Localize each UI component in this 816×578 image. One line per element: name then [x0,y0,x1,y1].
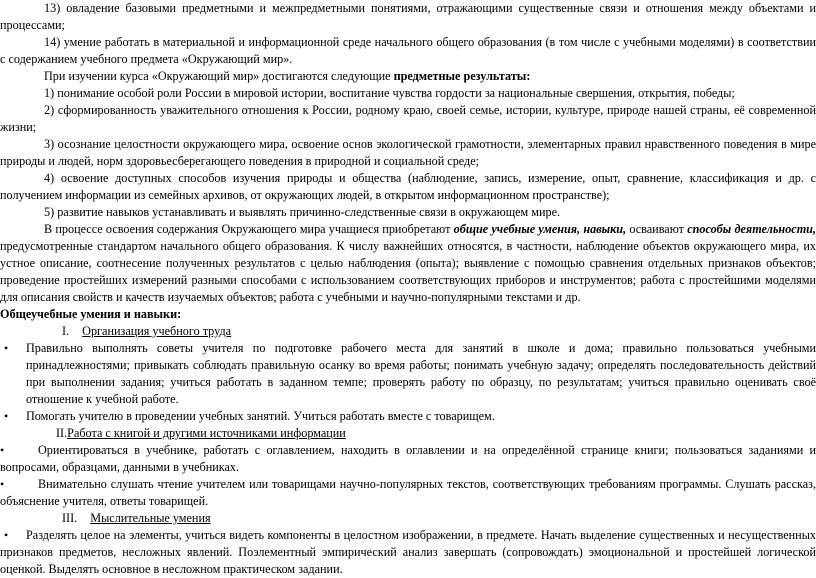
text-line: 13) овладение базовыми предметными и межпредметными понятиями, отражающими существенные связи и отношения между объектами и [44,1,816,15]
subsection-heading [62,510,816,527]
section-heading: Общеучебные умения и навыки: [0,307,182,321]
bullet-icon: • [4,528,9,542]
subsection-title: Мыслительные умения [90,511,211,525]
subsection-title: Работа с книгой и другими источниками информации [67,426,346,440]
text-line: жизни; [0,120,37,134]
roman-numeral: I. [62,324,70,338]
text-line: при выполнении задания; учиться работать в заданном темпе; проверять работу по образцу, по результатам; учиться правильно оценивать своё [26,375,816,389]
bullet-icon: • [4,341,9,355]
text-line: 1) понимание особой роли России в мировой истории, воспитание чувства гордости за национальные свершения, открытия, победы; [44,86,735,100]
text-line: 14) умение работать в материальной и информационной среде начального общего образования (в том числе с учебными моделями) в соответствии [44,35,816,49]
subsection-heading [62,323,816,340]
text-line: 5) развитие навыков устанавливать и выявлять причинно-следственные связи в окружающем мире. [44,205,561,219]
text-line: Ориентироваться в учебнике, работать с оглавлением, находить в оглавлении и на определённой странице книги; пользоваться заданиями и [38,443,816,457]
bullet-icon: • [0,477,5,491]
bullet-icon: • [0,443,5,457]
text-line: вопросами, образцами, данными в учебниках. [0,460,240,474]
text-line: 3) осознание целостности окружающего мира, освоение основ экологической грамотности, элементарных правил нравственного поведения в мире [44,137,816,151]
subsection-title: Организация учебного труда [82,324,232,338]
text-line [0,221,816,238]
roman-numeral: II. [56,426,68,440]
text-line: устное описание, соотнесение полученных результатов с целью наблюдения (опыта); выявление с помощью сравнения отдельных признаков объектов; [0,256,816,270]
text-line: предусмотренные стандартом начального общего образования. К числу важнейших относятся, в частности, наблюдение объектов окружающего мира, их [0,239,816,253]
bold-italic-term: общие учебные умения, навыки, [453,222,627,236]
text-line: процессами; [0,18,65,32]
roman-numeral: III. [62,511,78,525]
text-span: В процессе освоения содержания Окружающего мира учащиеся приобретают [44,222,454,236]
text-line: Разделять целое на элементы, учиться видеть компоненты в целостном изображении, в предмете. Начать выделение существенных и несущественных [26,528,816,542]
bullet-icon: • [4,409,9,423]
text-line: признаков предметов, несложных явлений. Поэлементный эмпирический анализ завершать (сопровождать) эмоциональной и простейшей логической [0,545,816,559]
text-line: Правильно выполнять советы учителя по подготовке рабочего места для занятий в школе и дома; правильно пользоваться учебными [26,341,816,355]
bold-term: предметные результаты: [393,69,531,83]
text-line: оценкой. Выделять основное в несложном практическом задании. [0,562,343,576]
subsection-heading [56,425,816,442]
text-line: природы и людей, норм здоровьесберегающего поведения в природной и социальной среде; [0,154,480,168]
text-span: осваивают [626,222,688,236]
text-line: 2) сформированность уважительного отношения к России, родному краю, своей семье, истории, культуре, природе нашей страны, её современной [44,103,816,117]
text-line: для описания свойств и качеств изучаемых объектов; работа с учебными и научно-популярными текстами и др. [0,290,581,304]
text-line: принадлежностями; привыкать соблюдать правильную осанку во время работы; понимать учебную задачу; определять последовательность действий [26,358,816,372]
text-line: с содержанием учебного предмета «Окружающий мир». [0,52,293,66]
text-line: объяснение учителя, ответы товарищей. [0,494,209,508]
text-line: получением информации из семейных архивов, от окружающих людей, в открытом информационном пространстве); [0,188,610,202]
text-line: 4) освоение доступных способов изучения природы и общества (наблюдение, запись, измерение, опыт, сравнение, классификация и др. с [44,171,816,185]
text-line [44,68,816,85]
text-line: отношение к учебной работе. [26,392,179,406]
text-line: Помогать учителю в проведении учебных занятий. Учиться работать вместе с товарищем. [26,409,495,423]
bold-italic-term: способы деятельности, [687,222,816,236]
text-line: проведение простейших измерений разными способами с использованием соответствующих приборов и инструментов; работа с простейшими моделями [0,273,816,287]
text-line: Внимательно слушать чтение учителем или товарищами научно-популярных текстов, соответствующих требованиям программы. Слушать рассказ, [38,477,816,491]
text-span: При изучении курса «Окружающий мир» достигаются следующие [44,69,394,83]
